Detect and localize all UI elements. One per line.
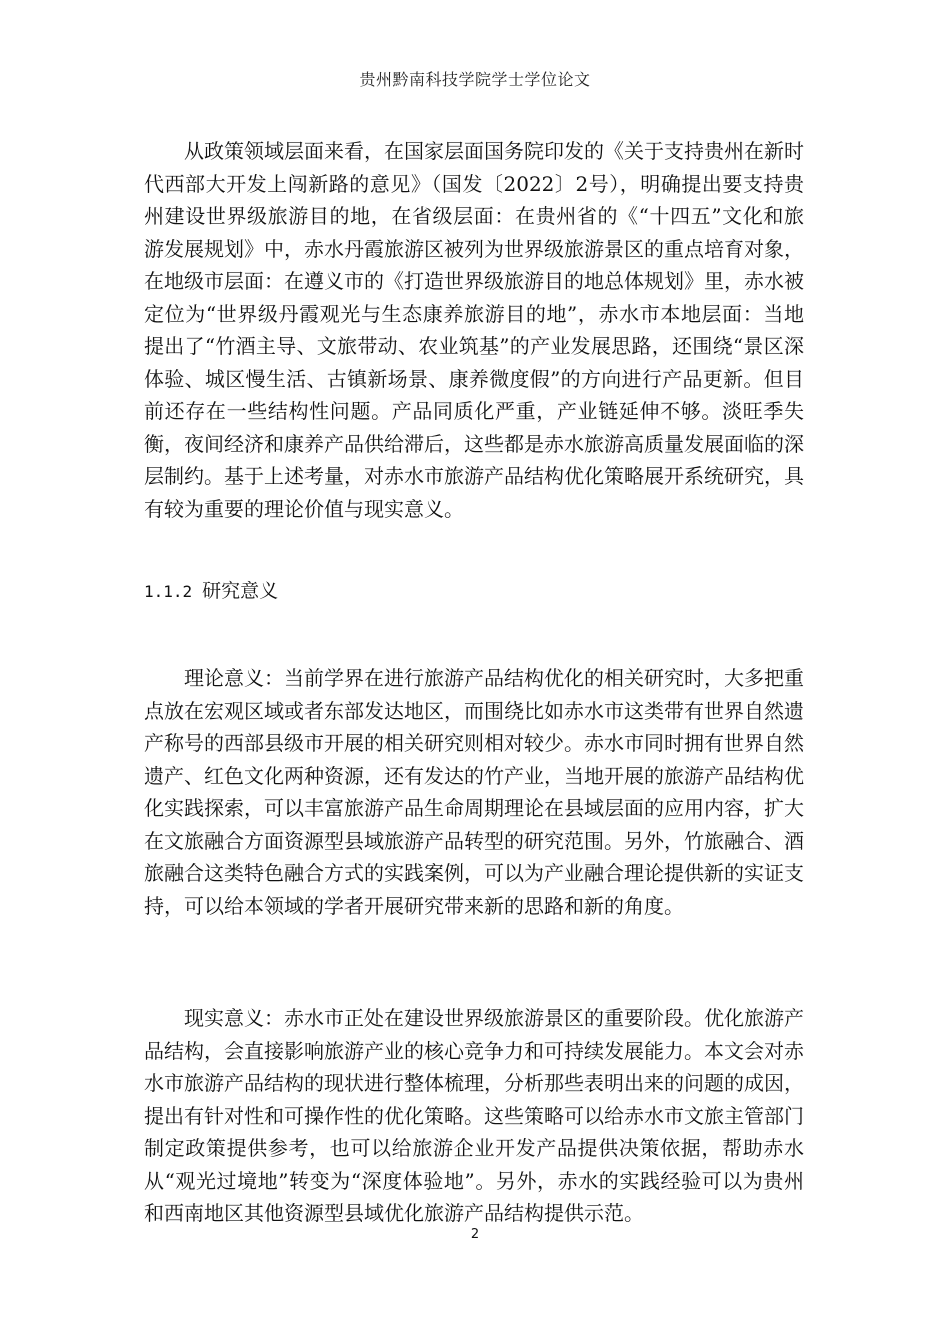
section-number: 1.1.2: [144, 582, 193, 601]
section-heading: [144, 578, 278, 605]
paragraph-policy-background: 从政策领域层面来看，在国家层面国务院印发的《关于支持贵州在新时代西部大开发上闯新路的意见》（国发〔2022〕2号），明确提出要支持贵州建设世界级旅游目的地，在省级层面：在贵州省的《“十四五”文化和旅游发展规划》中，赤水丹霞旅游区被列为世界级旅游景区的重点培育对象，在地级市层面：在遵义市的《打造世界级旅游目的地总体规划》里，赤水被定位为“世界级丹霞观光与生态康养旅游目的地”，赤水市本地层面：当地提出了“竹酒主导、文旅带动、农业筑基”的产业发展思路，还围绕“景区深体验、城区慢生活、古镇新场景、康养微度假”的方向进行产品更新。但目前还存在一些结构性问题。产品同质化严重，产业链延伸不够。淡旺季失衡，夜间经济和康养产品供给滞后，这些都是赤水旅游高质量发展面临的深层制约。基于上述考量，对赤水市旅游产品结构优化策略展开系统研究，具有较为重要的理论价值与现实意义。: [144, 139, 804, 521]
paragraph-practical-significance: 现实意义：赤水市正处在建设世界级旅游景区的重要阶段。优化旅游产品结构，会直接影响旅游产业的核心竞争力和可持续发展能力。本文会对赤水市旅游产品结构的现状进行整体梳理，分析那些表明出来的问题的成因，提出有针对性和可操作性的优化策略。这些策略可以给赤水市文旅主管部门制定政策提供参考，也可以给旅游企业开发产品提供决策依据，帮助赤水从“观光过境地”转变为“深度体验地”。另外，赤水的实践经验可以为贵州和西南地区其他资源型县域优化旅游产品结构提供示范。: [144, 1006, 804, 1225]
paragraph-theoretical-significance: 理论意义：当前学界在进行旅游产品结构优化的相关研究时，大多把重点放在宏观区域或者东部发达地区，而围绕比如赤水市这类带有世界自然遗产称号的西部县级市开展的相关研究则相对较少。赤水市同时拥有世界自然遗产、红色文化两种资源，还有发达的竹产业，当地开展的旅游产品结构优化实践探索，可以丰富旅游产品生命周期理论在县域层面的应用内容，扩大在文旅融合方面资源型县域旅游产品转型的研究范围。另外，竹旅融合、酒旅融合这类特色融合方式的实践案例，可以为产业融合理论提供新的实证支持，可以给本领域的学者开展研究带来新的思路和新的角度。: [144, 666, 804, 918]
page-number: 2: [470, 1227, 480, 1242]
running-header: 贵州黔南科技学院学士学位论文: [359, 70, 591, 89]
section-title: 研究意义: [202, 580, 279, 602]
